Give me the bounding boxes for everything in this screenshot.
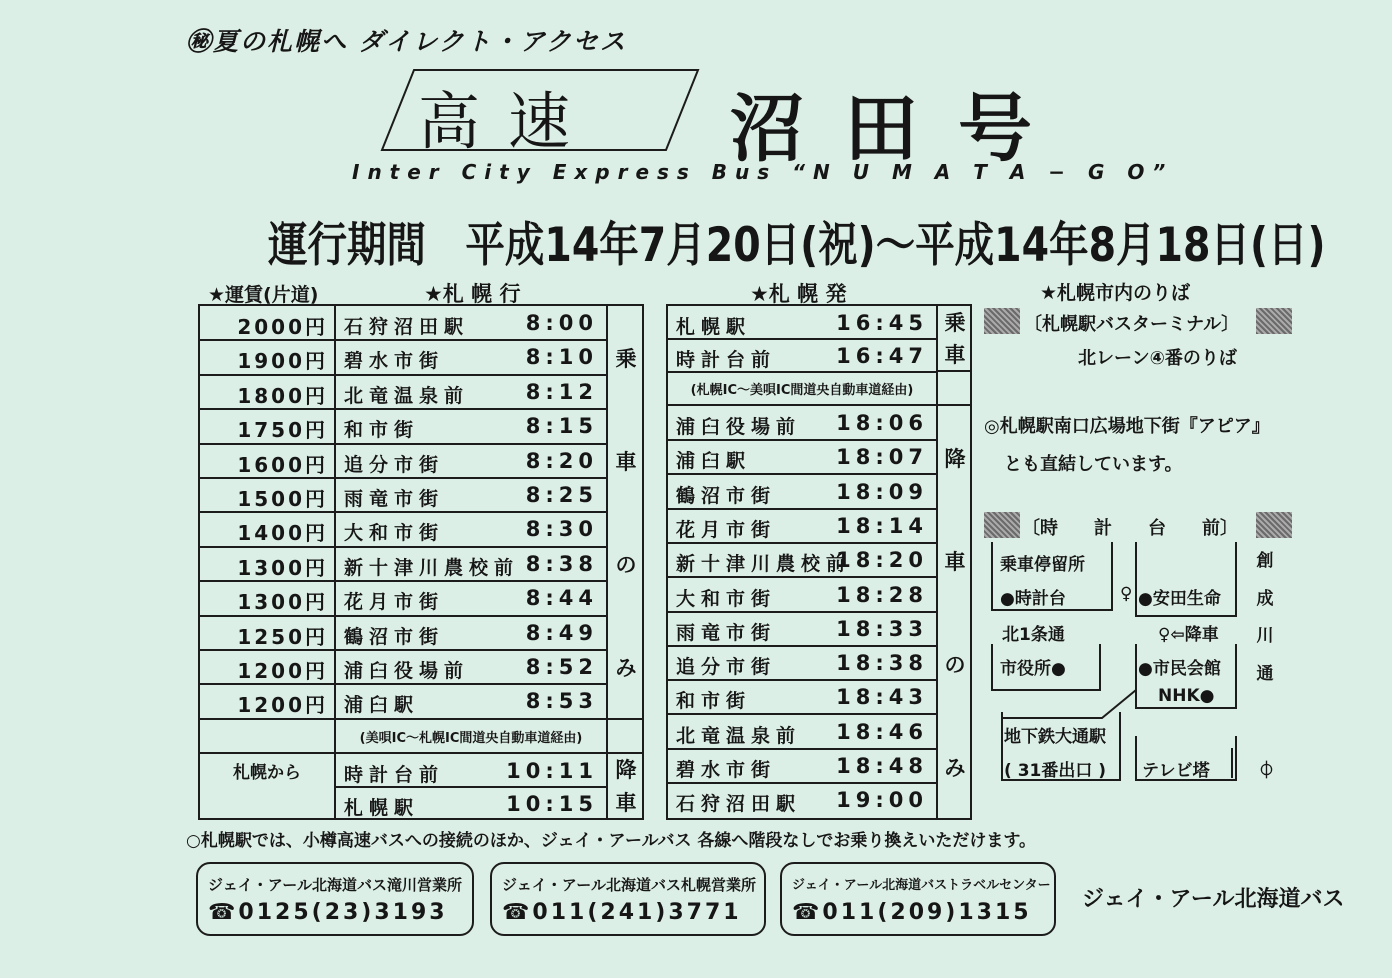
fare-cell: 1300円 xyxy=(237,555,328,580)
side-char: 乗 xyxy=(944,311,966,335)
side-char: 降 xyxy=(615,757,637,782)
row-divider xyxy=(200,374,606,376)
stop-name: 碧水市街 xyxy=(676,759,777,781)
map-subway: 地下鉄大通駅 xyxy=(1004,727,1106,747)
side-char: 車 xyxy=(615,790,637,815)
terminal-label: 〔札幌駅バスターミナル〕 xyxy=(1024,314,1240,335)
river-char: 成 xyxy=(1256,588,1274,609)
side-char: 乗 xyxy=(615,346,637,371)
office-travel-center xyxy=(780,862,1056,936)
row-divider xyxy=(200,408,606,410)
arrival-time: 18:07 xyxy=(836,445,928,470)
stop-name: 花月市街 xyxy=(344,591,445,614)
side-char: 車 xyxy=(944,549,966,574)
row-divider xyxy=(668,748,936,750)
arrival-time: 18:06 xyxy=(836,411,928,435)
office-tel: ☎011(209)1315 xyxy=(792,900,1032,925)
stop-name: 碧水市街 xyxy=(344,350,445,373)
river-char: 創 xyxy=(1256,551,1274,572)
row-divider xyxy=(200,511,606,513)
row-divider xyxy=(200,752,644,754)
row-divider xyxy=(200,546,606,548)
apia-note-2: とも直結しています。 xyxy=(1004,454,1183,475)
stop-name: 浦臼役場前 xyxy=(344,660,470,682)
alighting-label xyxy=(608,752,644,818)
map-subway-exit: ( 31番出口 ) xyxy=(1004,761,1107,781)
stop-name: 鶴沼市街 xyxy=(676,484,777,507)
map-alight: ♀⇦降車 xyxy=(1158,625,1219,645)
fare-cell: 2000円 xyxy=(237,315,328,339)
office-tel: ☎011(241)3771 xyxy=(502,900,742,925)
side-char: 降 xyxy=(944,446,966,471)
row-divider xyxy=(668,338,936,340)
stop-name: 鶴沼市街 xyxy=(344,625,445,648)
stop-name: 大和市街 xyxy=(676,587,777,610)
fare-cell: 1300円 xyxy=(237,590,328,615)
fare-cell: 1400円 xyxy=(237,521,328,546)
departure-time: 8:20 xyxy=(525,448,598,473)
departure-time: 8:10 xyxy=(525,345,598,370)
map-yasuda: ●安田生命 xyxy=(1138,589,1221,609)
fare-heading: ★運賃(片道) xyxy=(208,284,319,306)
fare-cell: 1200円 xyxy=(237,659,328,683)
arrival-time: 18:14 xyxy=(836,513,928,538)
row-divider xyxy=(336,786,606,788)
row-divider xyxy=(668,713,936,715)
office-takikawa xyxy=(196,862,474,936)
departure-time: 16:45 xyxy=(836,311,928,335)
stop-name: 浦臼役場前 xyxy=(676,416,802,438)
fare-cell: 1500円 xyxy=(237,487,328,511)
row-divider xyxy=(668,508,936,510)
stop-name: 大和市街 xyxy=(344,522,445,545)
english-subtitle: Inter City Express Bus “N U M A T A − G O” xyxy=(352,160,1174,184)
map-cityhall: 市役所● xyxy=(1000,659,1066,679)
row-divider xyxy=(668,782,936,784)
terminal-detail: 北レーン④番のりば xyxy=(1078,348,1237,369)
expressway-note: (札幌IC〜美唄IC間道央自動車道経由) xyxy=(690,382,914,398)
row-divider xyxy=(200,443,606,445)
side-char: み xyxy=(615,655,637,680)
stop-name: 新十津川農校前 xyxy=(344,556,520,579)
stop-name: 花月市街 xyxy=(676,518,777,541)
stop-name: 浦臼駅 xyxy=(676,450,752,473)
row-divider xyxy=(668,542,936,544)
apia-note-1: ◎札幌駅南口広場地下街『アピア』 xyxy=(984,416,1270,437)
row-divider xyxy=(200,477,606,479)
stop-name: 追分市街 xyxy=(676,656,777,679)
arrival-time: 18:28 xyxy=(836,582,928,607)
office-name: ジェイ・アール北海道バス滝川営業所 xyxy=(208,876,462,894)
row-divider xyxy=(200,615,606,617)
arrival-time: 10:15 xyxy=(506,792,598,816)
arrival-time: 18:33 xyxy=(836,616,928,641)
from-sapporo-heading: ★札 幌 発 xyxy=(750,282,847,306)
row-divider xyxy=(668,611,936,613)
row-divider xyxy=(200,683,606,685)
row-divider xyxy=(668,439,936,441)
stop-name: 石狩沼田駅 xyxy=(676,793,802,816)
row-divider xyxy=(200,718,606,720)
departure-time: 8:52 xyxy=(525,655,598,679)
map-kita1: 北1条通 xyxy=(1002,625,1065,645)
departure-time: 8:30 xyxy=(525,517,598,542)
tv-tower-icon: ⏀ xyxy=(1258,761,1275,781)
boarding-only-label xyxy=(608,306,644,718)
map-civic-hall: ●市民会館 xyxy=(1138,659,1221,679)
fare-cell: 1800円 xyxy=(237,383,328,408)
arrival-time: 18:20 xyxy=(836,548,928,573)
map-nhk: NHK● xyxy=(1158,686,1215,706)
stop-name: 追分市街 xyxy=(344,453,445,476)
arrival-time: 18:43 xyxy=(836,685,928,710)
row-divider xyxy=(668,679,936,681)
arrival-time: 18:46 xyxy=(836,719,928,744)
arrival-time: 18:48 xyxy=(836,754,928,778)
departure-time: 8:15 xyxy=(525,414,598,439)
expressway-note: (美唄IC〜札幌IC間道央自動車道経由) xyxy=(359,730,583,746)
row-divider xyxy=(668,473,936,475)
boarding-label xyxy=(938,306,972,370)
map-tvtower: テレビ塔 xyxy=(1142,761,1210,781)
side-char: 車 xyxy=(615,449,637,474)
stop-name: 浦臼駅 xyxy=(344,694,420,717)
gray-marker xyxy=(984,512,1020,538)
row-divider xyxy=(200,649,606,651)
stop-name: 北竜温泉前 xyxy=(344,384,470,407)
office-name: ジェイ・アール北海道バス札幌営業所 xyxy=(502,876,756,894)
side-char: の xyxy=(944,652,966,677)
alighting-only-label xyxy=(938,406,972,818)
banner-numata-go: 沼田号 xyxy=(730,86,1072,172)
clocktower-label: 〔時 計 台 前〕 xyxy=(1022,518,1238,539)
arrival-time: 10:11 xyxy=(506,759,598,783)
map-clocktower: ●時計台 xyxy=(1000,589,1066,609)
side-char: み xyxy=(944,755,966,780)
row-divider xyxy=(668,404,972,406)
stop-name: 和市街 xyxy=(344,419,420,442)
fare-cell: 1200円 xyxy=(237,693,328,718)
stop-name: 雨竜市街 xyxy=(344,488,445,510)
fare-from-sapporo: 札幌から xyxy=(233,762,301,783)
row-divider xyxy=(200,339,606,341)
stop-name: 札幌駅 xyxy=(676,316,752,338)
stop-name: 時計台前 xyxy=(344,764,445,786)
arrival-time: 19:00 xyxy=(836,788,928,813)
row-divider xyxy=(200,580,606,582)
departure-time: 8:25 xyxy=(525,483,598,507)
stop-name: 時計台前 xyxy=(676,349,777,371)
fare-cell: 1900円 xyxy=(237,349,328,374)
arrival-time: 18:38 xyxy=(836,651,928,676)
stop-name: 和市街 xyxy=(676,690,752,713)
gray-marker xyxy=(984,308,1020,334)
row-divider xyxy=(668,576,936,578)
fare-cell: 1250円 xyxy=(237,624,328,649)
departure-time: 8:49 xyxy=(525,620,598,645)
company-name: ジェイ・アール北海道バス xyxy=(1082,887,1345,912)
bus-stop-icon: ♀ xyxy=(1120,584,1133,604)
office-tel: ☎0125(23)3193 xyxy=(208,900,448,925)
departure-time: 8:38 xyxy=(525,551,598,576)
gray-marker xyxy=(1256,308,1292,334)
to-sapporo-heading: ★札 幌 行 xyxy=(424,282,521,306)
office-name: ジェイ・アール北海道バストラベルセンター xyxy=(792,878,1051,893)
stop-name: 雨竜市街 xyxy=(676,621,777,644)
river-char: 川 xyxy=(1256,626,1274,647)
row-divider xyxy=(668,645,936,647)
side-char: の xyxy=(615,552,637,577)
stop-name: 札幌駅 xyxy=(344,797,420,819)
fare-cell: 1750円 xyxy=(237,418,328,443)
map-stop-label: 乗車停留所 xyxy=(1000,555,1085,575)
departure-time: 16:47 xyxy=(836,344,928,368)
sosei-river-street xyxy=(1248,540,1282,690)
banner-kosoku: 高速 xyxy=(418,85,599,158)
tagline: ㊙夏の札幌へ ダイレクト・アクセス xyxy=(186,27,627,56)
row-divider xyxy=(936,370,972,372)
departure-time: 8:12 xyxy=(525,379,598,404)
boarding-heading: ★札幌市内のりば xyxy=(1040,282,1191,304)
fare-cell: 1600円 xyxy=(237,452,328,477)
side-char: 車 xyxy=(944,343,966,367)
departure-time: 8:00 xyxy=(525,311,598,335)
arrival-time: 18:09 xyxy=(836,479,928,504)
row-divider xyxy=(606,718,644,720)
river-char: 通 xyxy=(1256,663,1274,684)
row-divider xyxy=(668,371,936,373)
gray-marker xyxy=(1256,512,1292,538)
transfer-note: ○札幌駅では、小樽高速バスへの接続のほか、ジェイ・アールバス 各線へ階段なしでお乗り換えいただけます。 xyxy=(186,831,1037,851)
departure-time: 8:53 xyxy=(525,689,598,714)
stop-name: 新十津川農校前 xyxy=(676,553,852,576)
office-sapporo xyxy=(490,862,766,936)
operation-period: 運行期間 平成14年7月20日(祝)〜平成14年8月18日(日) xyxy=(268,218,1326,273)
stop-name: 石狩沼田駅 xyxy=(344,316,470,338)
departure-time: 8:44 xyxy=(525,586,598,611)
stop-name: 北竜温泉前 xyxy=(676,724,802,747)
